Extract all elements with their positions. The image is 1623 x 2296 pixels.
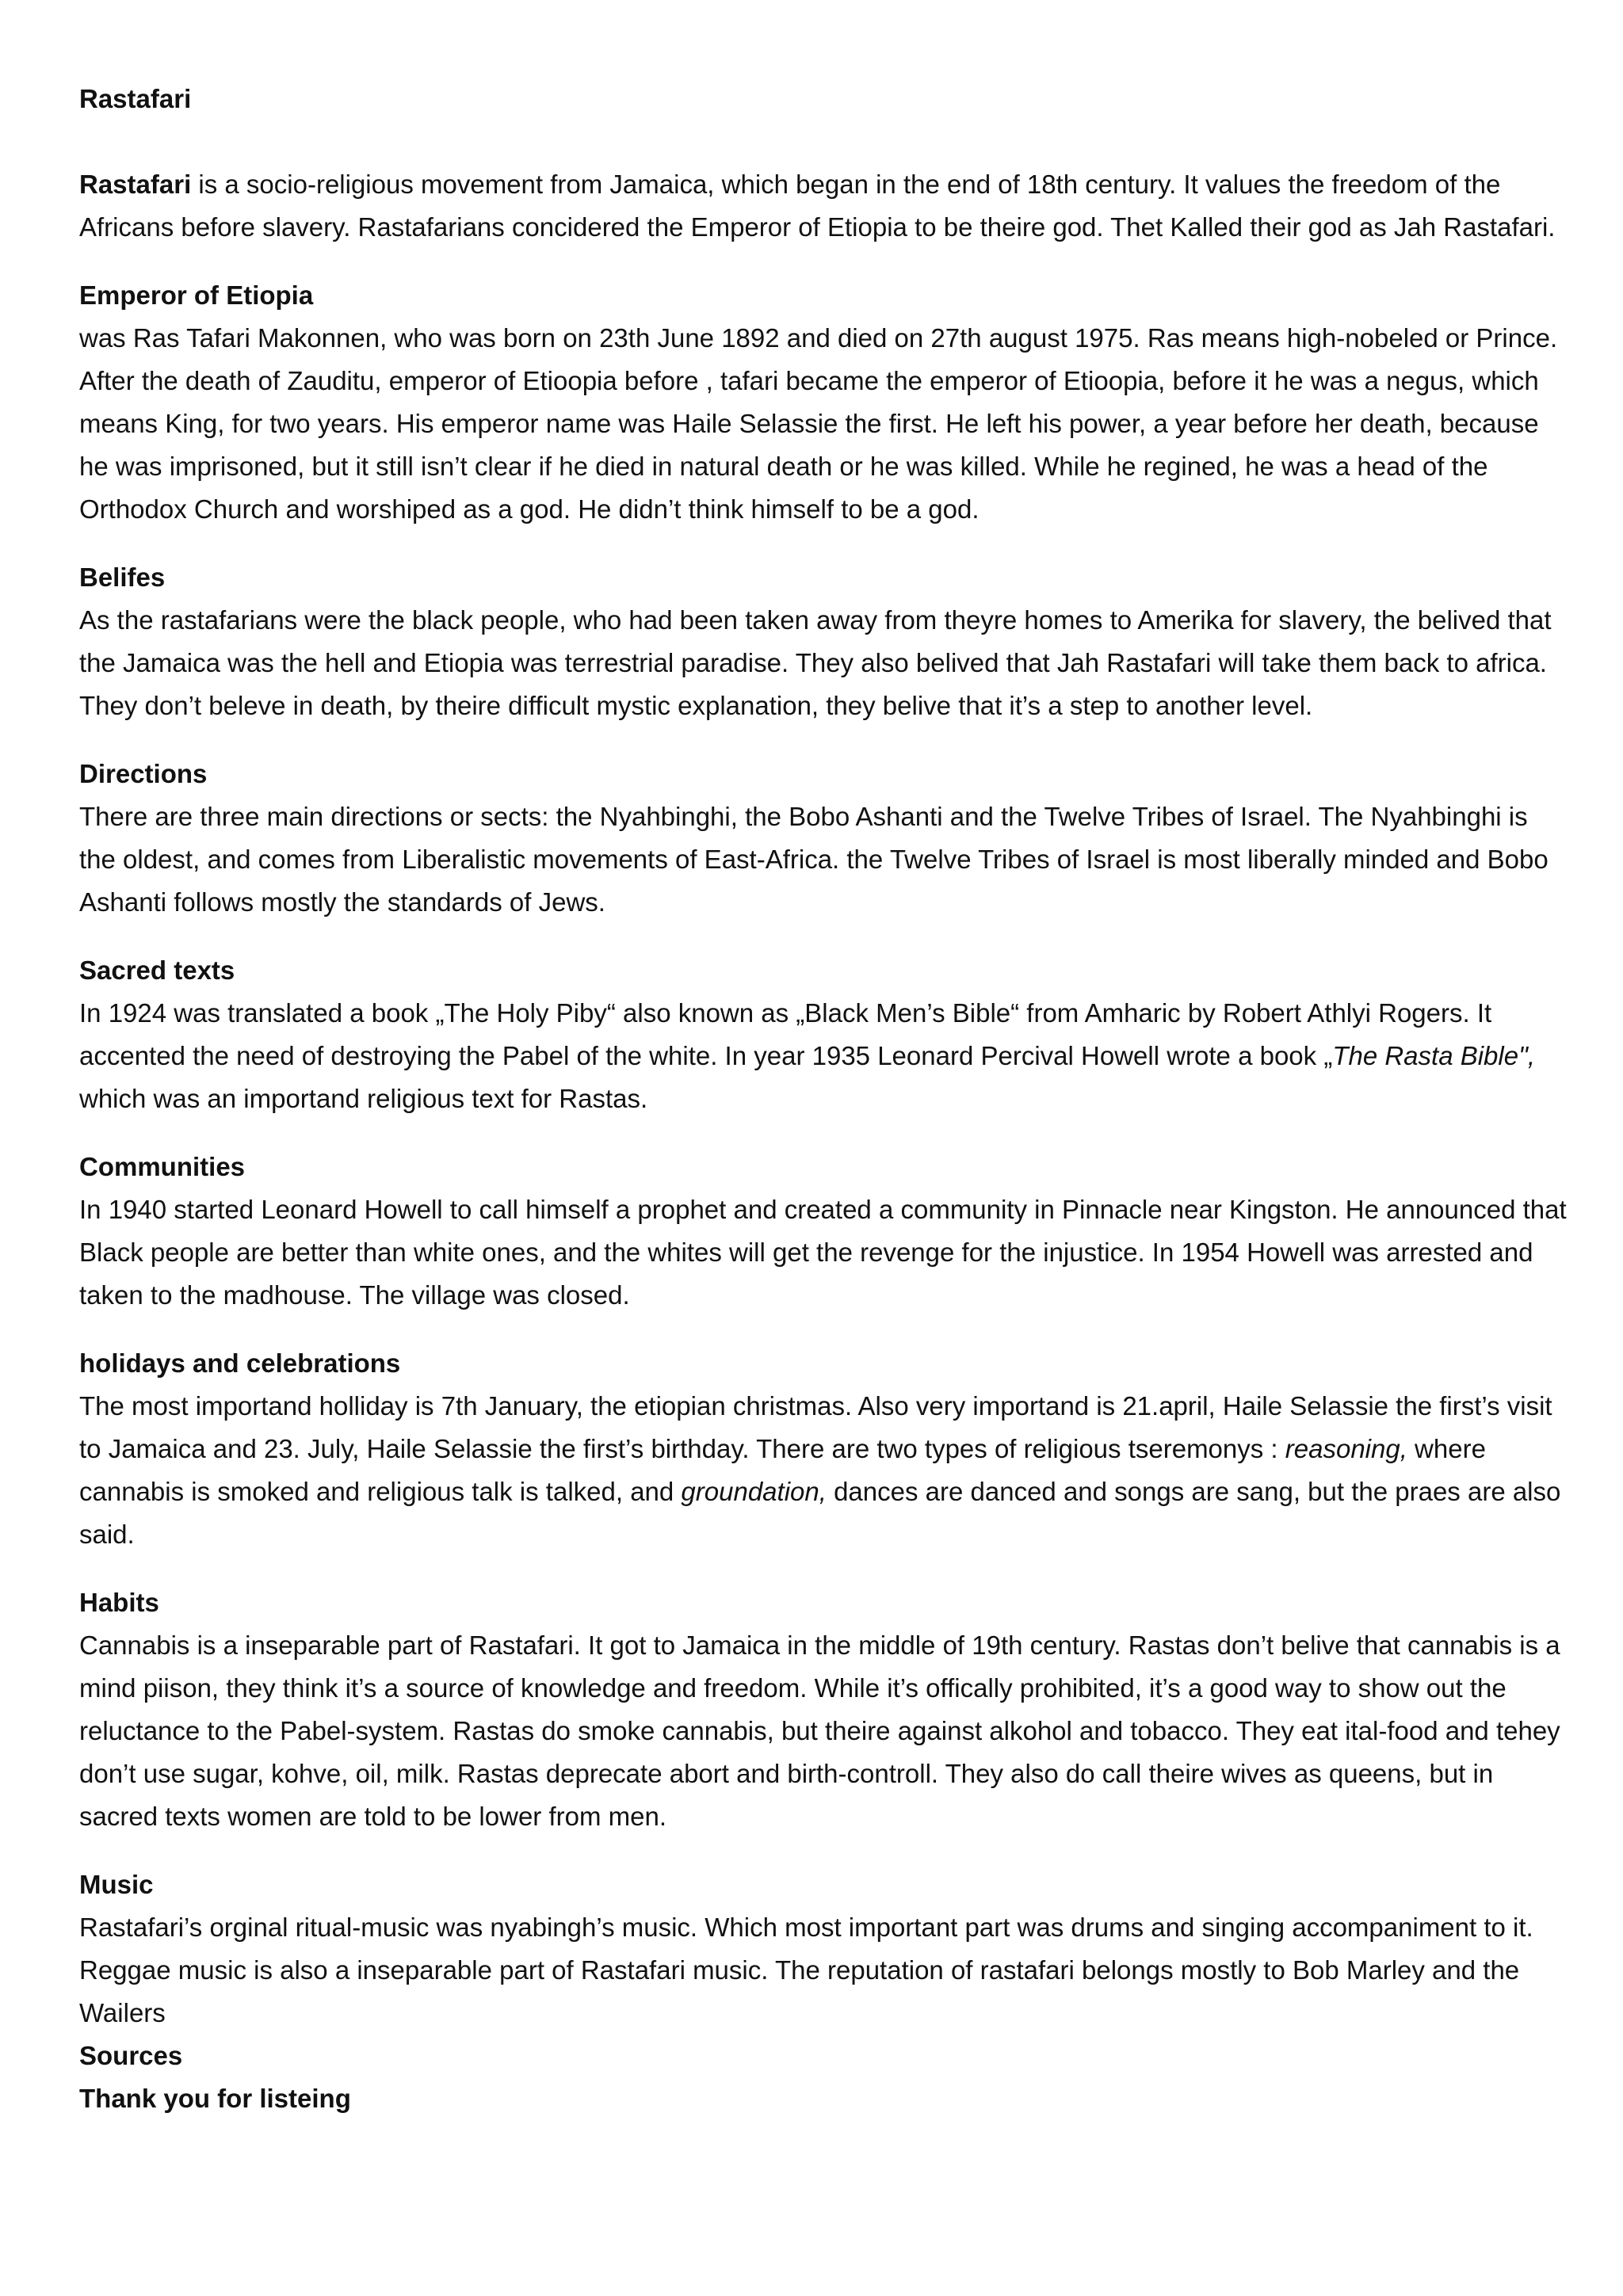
intro-paragraph	[79, 163, 1569, 249]
intro-section	[79, 163, 1569, 249]
directions-heading: Directions	[79, 759, 208, 788]
directions-paragraph: There are three main directions or sects: the Nyahbinghi, the Bobo Ashanti and the Twelve Tribes of Israel. The Nyahbinghi is the oldest, and comes from Liberalistic movements of East-Africa. the Twelve Tribes of Israel is most liberally minded and Bobo Ashanti follows mostly the standards of Jews.	[79, 802, 1549, 917]
communities-section	[79, 1146, 1569, 1317]
holidays-section	[79, 1342, 1569, 1556]
sacred-text-part-2: which was an importand religious text for Rastas.	[79, 1084, 648, 1113]
sacred-text-book-title: The Rasta Bible",	[1332, 1041, 1535, 1070]
sacred-texts-section	[79, 949, 1569, 1120]
intro-text: is a socio-religious movement from Jamaica, which began in the end of 18th century. It values the freedom of the Africans before slavery. Rastafarians concidered the Emperor of Etiopia to be theire god. Thet Kalled their god as Jah Rastafari.	[79, 170, 1556, 242]
habits-paragraph: Cannabis is a inseparable part of Rastafari. It got to Jamaica in the middle of 19th century. Rastas don’t belive that cannabis is a mind piison, they think it’s a source of knowledge and freedom. While it’s offically prohibited, it’s a good way to show out the reluctance to the Pabel-system. Rastas do smoke cannabis, but theire against alkohol and tobacco. They eat ital-food and tehey don’t use sugar, kohve, oil, milk. Rastas deprecate abort and birth-controll. They also do call theire wives as queens, but in sacred texts women are told to be lower from men.	[79, 1630, 1560, 1831]
sources-heading: Sources	[79, 2041, 183, 2070]
communities-heading: Communities	[79, 1152, 246, 1181]
sacred-text-part-1: In 1924 was translated a book „The Holy Piby“ also known as „Black Men’s Bible“ from Amharic by Robert Athlyi Rogers. It accented the need of destroying the Pabel of the white. In year 1935 Leonard Percival Howell wrote a book „	[79, 998, 1492, 1070]
thanks-line: Thank you for listeing	[79, 2084, 351, 2113]
holidays-paragraph	[79, 1385, 1569, 1556]
holidays-text-part-2: where cannabis is smoked and religious talk is talked, and	[79, 1434, 1486, 1506]
music-heading: Music	[79, 1870, 154, 1899]
document-page	[79, 78, 1569, 2120]
sacred-texts-paragraph	[79, 992, 1569, 1120]
holidays-term-reasoning: reasoning,	[1285, 1434, 1407, 1463]
beliefs-section	[79, 556, 1569, 727]
holidays-text-part-3: dances are danced and songs are sang, but the praes are also said.	[79, 1477, 1561, 1549]
document-title: Rastafari	[79, 84, 192, 113]
beliefs-heading: Belifes	[79, 563, 166, 592]
beliefs-paragraph: As the rastafarians were the black people, who had been taken away from theyre homes to Amerika for slavery, the belived that the Jamaica was the hell and Etiopia was terrestrial paradise. They also belived that Jah Rastafari will take them back to africa. They don’t beleve in death, by theire difficult mystic explanation, they belive that it’s a step to another level.	[79, 605, 1552, 720]
music-section	[79, 1863, 1569, 2035]
music-paragraph: Rastafari’s orginal ritual-music was nyabingh’s music. Which most important part was drums and singing accompaniment to it. Reggae music is also a inseparable part of Rastafari music. The reputation of rastafari belongs mostly to Bob Marley and the Wailers	[79, 1913, 1533, 2027]
holidays-heading: holidays and celebrations	[79, 1348, 401, 1378]
communities-paragraph: In 1940 started Leonard Howell to call himself a prophet and created a community in Pinnacle near Kingston. He announced that Black people are better than white ones, and the whites will get the revenge for the injustice. In 1954 Howell was arrested and taken to the madhouse. The village was closed.	[79, 1195, 1567, 1310]
holidays-text-part-1: The most importand holliday is 7th January, the etiopian christmas. Also very importand is 21.april, Haile Selassie the first’s visit to Jamaica and 23. July, Haile Selassie the first’s birthday. There are two types of religious tseremonys :	[79, 1391, 1552, 1463]
sacred-texts-heading: Sacred texts	[79, 955, 235, 985]
directions-section	[79, 753, 1569, 924]
intro-lead: Rastafari	[79, 170, 192, 199]
habits-section	[79, 1581, 1569, 1838]
emperor-heading: Emperor of Etiopia	[79, 280, 314, 310]
habits-heading: Habits	[79, 1588, 159, 1617]
holidays-term-groundation: groundation,	[681, 1477, 827, 1506]
emperor-paragraph: was Ras Tafari Makonnen, who was born on 23th June 1892 and died on 27th august 1975. Ras means high-nobeled or Prince. After the death of Zauditu, emperor of Etioopia before , tafari became the emperor of Etioopia, before it he was a negus, which means King, for two years. His emperor name was Haile Selassie the first. He left his power, a year before her death, because he was imprisoned, but it still isn’t clear if he died in natural death or he was killed. While he regined, he was a head of the Orthodox Church and worshiped as a god. He didn’t think himself to be a god.	[79, 323, 1558, 524]
emperor-section	[79, 274, 1569, 531]
